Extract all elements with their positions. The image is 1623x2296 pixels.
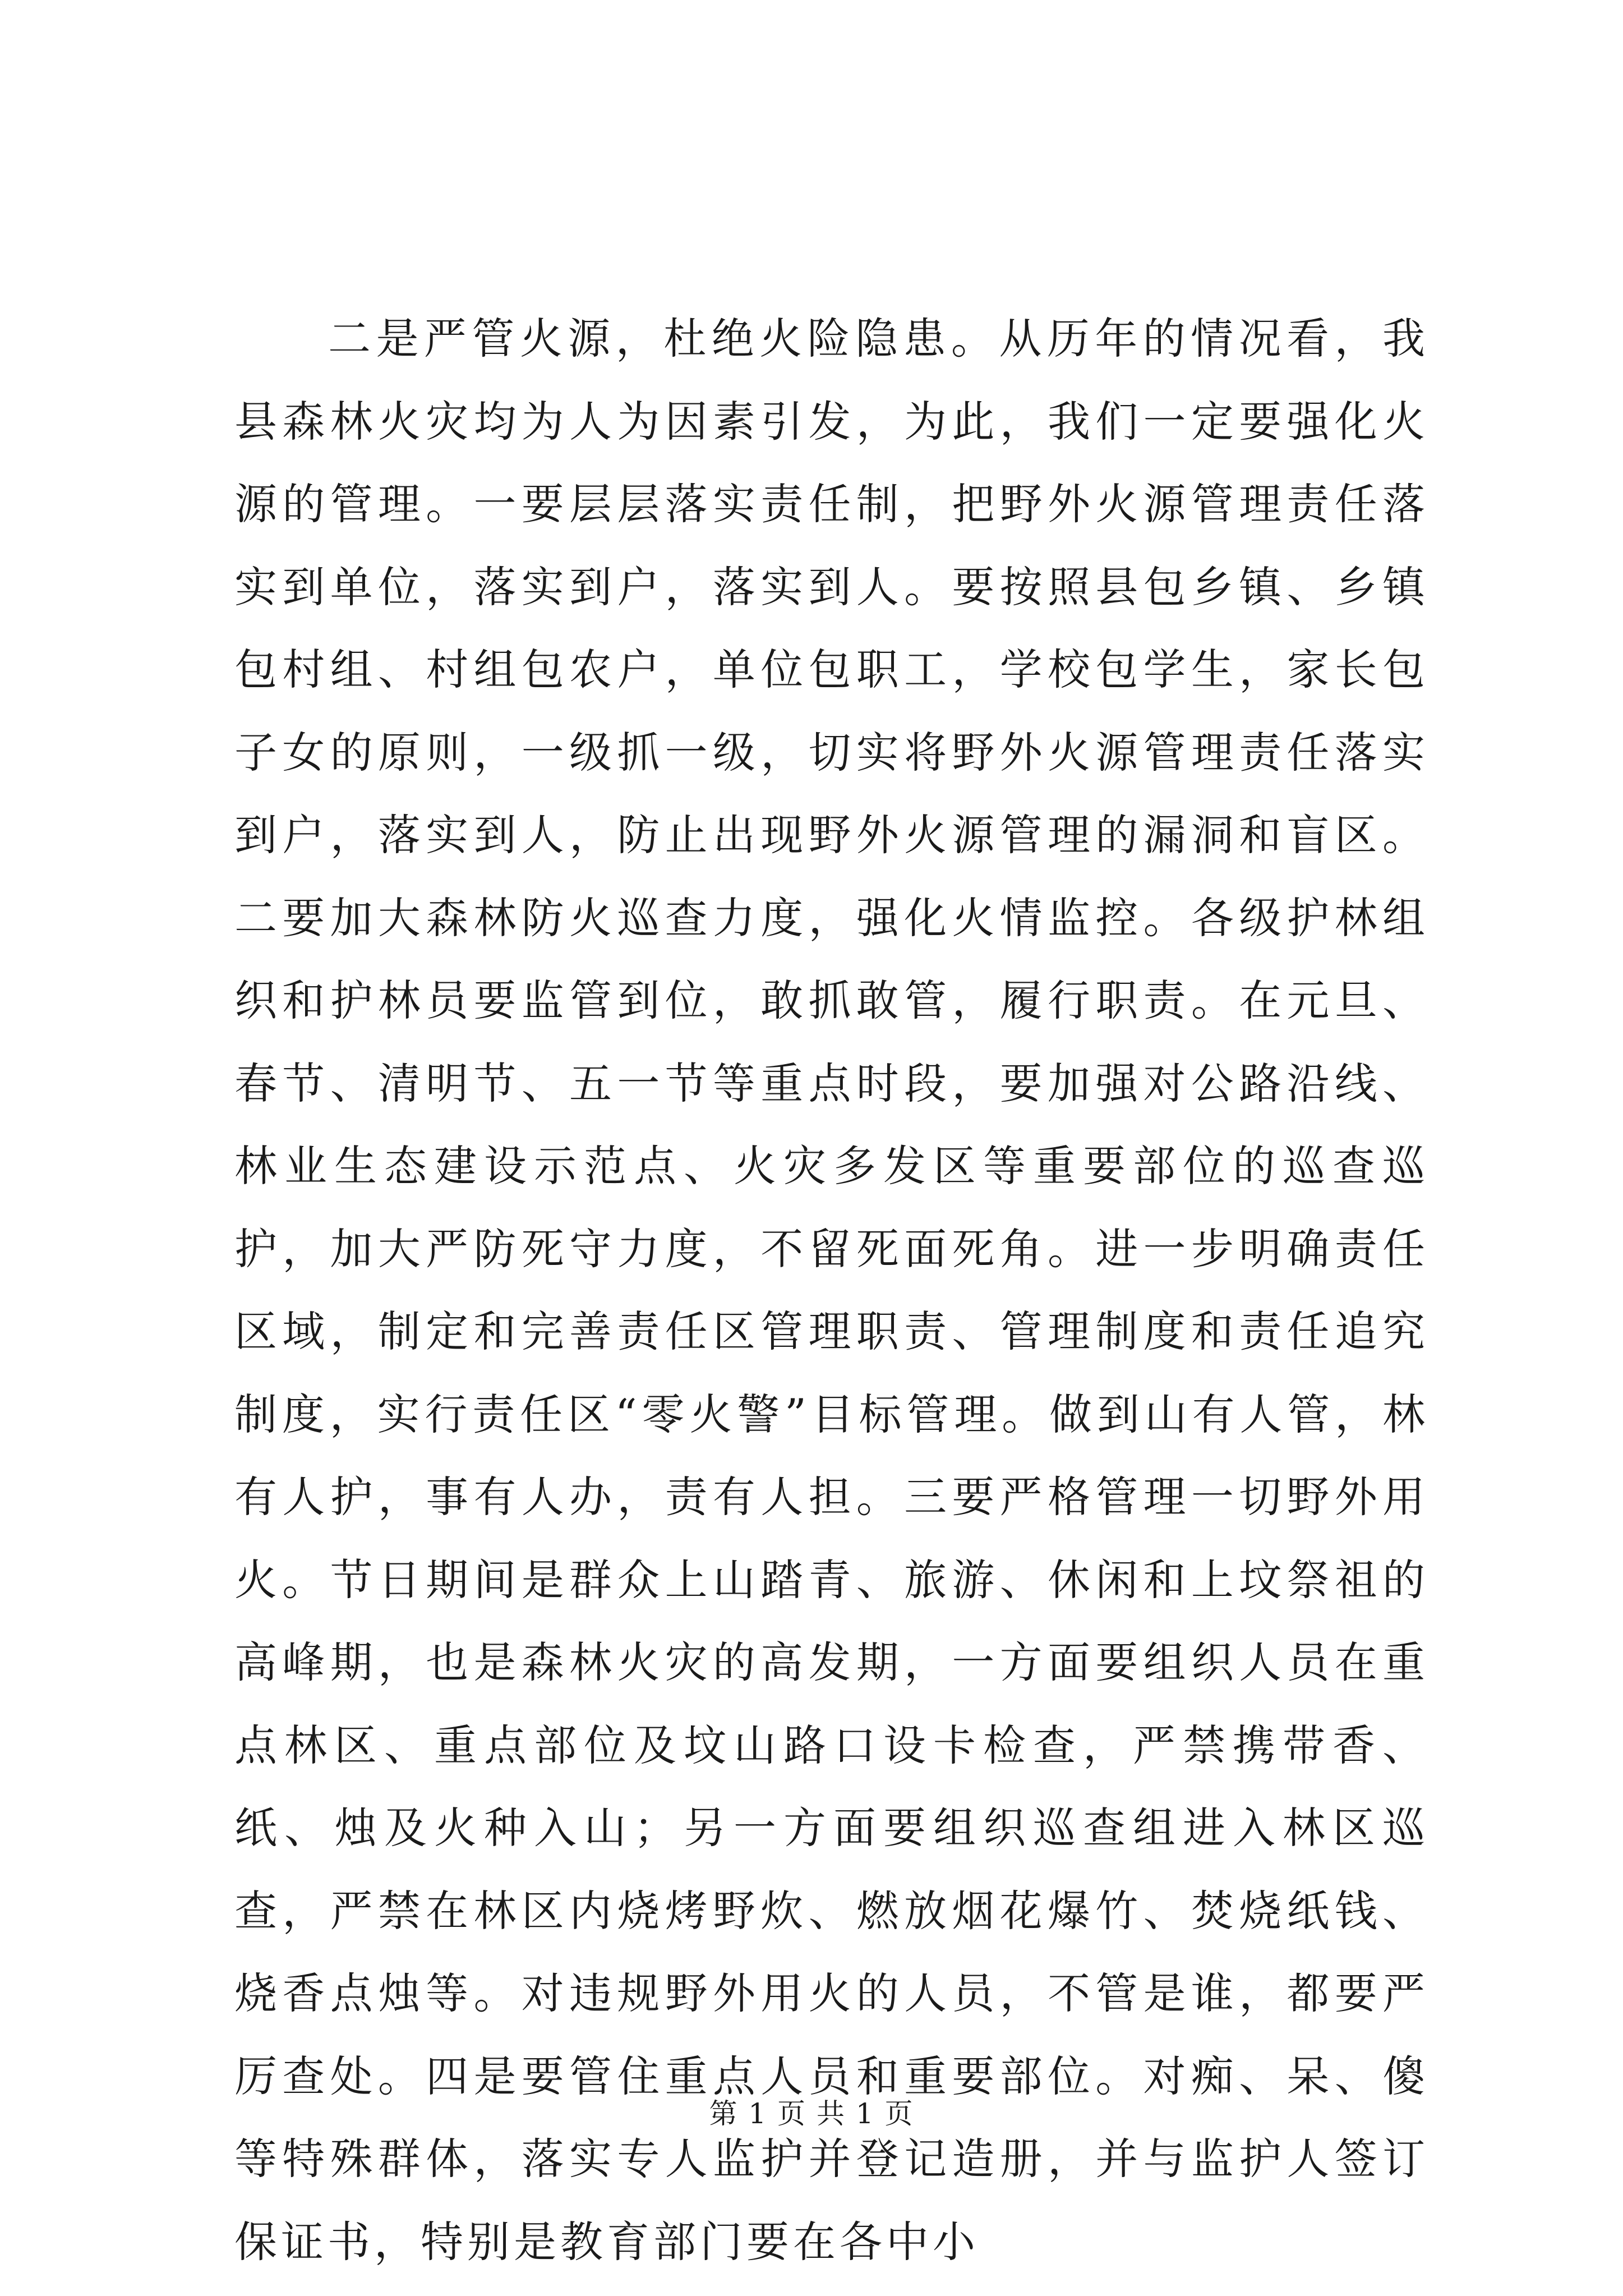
- page-footer: 第 1 页 共 1 页: [709, 2097, 914, 2130]
- body-paragraph: 二是严管火源，杜绝火险隐患。从历年的情况看，我县森林火灾均为人为因素引发，为此，我们一定要强化火源的管理。一要层层落实责任制，把野外火源管理责任落实到单位，落实到户，落实到人。要按照县包乡镇、乡镇包村组、村组包农户，单位包职工，学校包学生，家长包子女的原则，一级抓一级，切实将野外火源管理责任落实到户，落实到人，防止出现野外火源管理的漏洞和盲区。二要加大森林防火巡查力度，强化火情监控。各级护林组织和护林员要监管到位，敢抓敢管，履行职责。在元旦、春节、清明节、五一节等重点时段，要加强对公路沿线、林业生态建设示范点、火灾多发区等重要部位的巡查巡护，加大严防死守力度，不留死面死角。进一步明确责任区域，制定和完善责任区管理职责、管理制度和责任追究制度，实行责任区“零火警”目标管理。做到山有人管，林有人护，事有人办，责有人担。三要严格管理一切野外用火。节日期间是群众上山踏青、旅游、休闲和上坟祭祖的高峰期，也是森林火灾的高发期，一方面要组织人员在重点林区、重点部位及坟山路口设卡检查，严禁携带香、纸、烛及火种入山；另一方面要组织巡查组进入林区巡查，严禁在林区内烧烤野炊、燃放烟花爆竹、焚烧纸钱、烧香点烛等。对违规野外用火的人员，不管是谁，都要严厉查处。四是要管住重点人员和重要部位。对痴、呆、傻等特殊群体，落实专人监护并登记造册，并与监护人签订保证书，特别是教育部门要在各中小: [234, 314, 1429, 2267]
